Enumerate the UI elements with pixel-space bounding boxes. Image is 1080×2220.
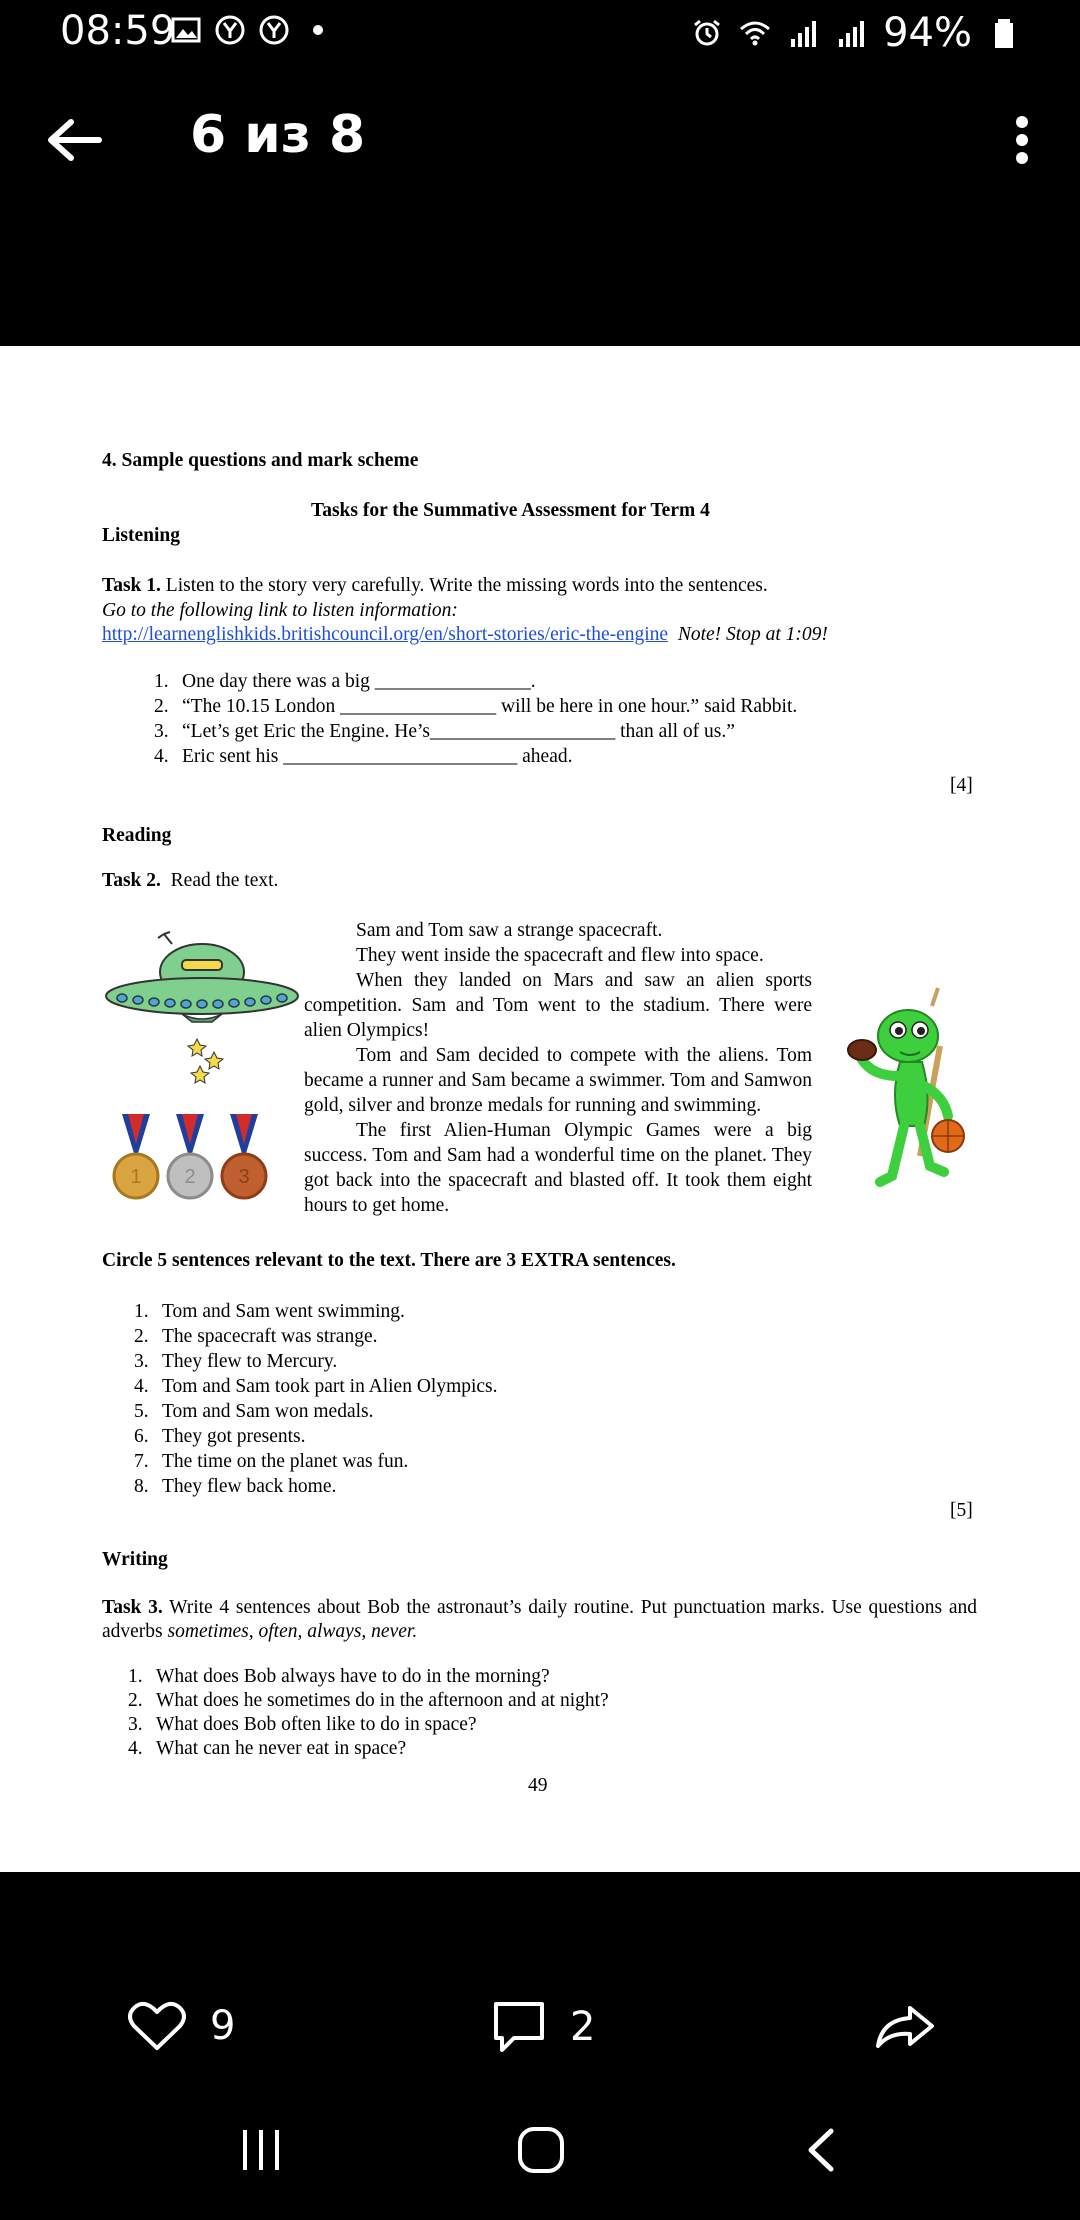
list-item-text: What can he never eat in space? (156, 1738, 407, 1759)
list-item-number: 2. (154, 696, 169, 717)
list-item-text: “The 10.15 London ________________ will be here in one hour.” said Rabbit. (182, 696, 798, 717)
list-item-number: 4. (128, 1738, 143, 1759)
comment-icon (492, 2000, 546, 2054)
list-item (134, 1349, 498, 1374)
svg-text:3: 3 (238, 1166, 250, 1188)
list-item (154, 669, 797, 694)
list-item (154, 694, 797, 719)
list-item-text: The spacecraft was strange. (162, 1326, 378, 1347)
list-item (134, 1474, 498, 1499)
status-right-icons (691, 10, 1020, 56)
home-button[interactable] (506, 2120, 576, 2180)
comment-button[interactable] (492, 2000, 595, 2054)
wifi-icon (739, 17, 771, 49)
task2-text: Read the text. (170, 870, 279, 891)
list-item-text: Eric sent his ________________________ ahead. (182, 746, 573, 767)
status-left-icons (170, 14, 334, 46)
list-item (134, 1324, 498, 1349)
task3-text: Write 4 sentences about Bob the astronaut’s daily routine. Put punctuation marks. Use questions and adverbs (102, 1597, 977, 1642)
battery-icon (988, 17, 1020, 49)
task2-paragraph: The first Alien-Human Olympic Games were a big success. Tom and Sam had a wonderful time on the planet. They got back into the spacecraft and blasted off. It took them eight hours to get home. (304, 1120, 812, 1216)
list-item-text: “Let’s get Eric the Engine. He’s___________________ than all of us.” (182, 721, 735, 742)
task1-text: Listen to the story very carefully. Write the missing words into the sentences. (160, 575, 768, 596)
task3-list (128, 1665, 609, 1761)
task2-paragraph: They went inside the spacecraft and flew into space. (356, 945, 764, 966)
svg-text:1: 1 (130, 1166, 142, 1188)
task1-list (154, 669, 797, 769)
task1-instruction (102, 574, 982, 598)
list-item (128, 1713, 609, 1737)
list-item-number: 5. (134, 1401, 149, 1422)
task2-label: Task 2. (102, 870, 161, 891)
list-item (134, 1299, 498, 1324)
task2-paragraph: Tom and Sam decided to compete with the aliens. Tom became a runner and Sam became a swimmer. Tom and Samwon gold, silver and bronze medals for running and swimming. (304, 1045, 812, 1116)
list-item-number: 3. (154, 721, 169, 742)
section-title: 4. Sample questions and mark scheme (102, 450, 419, 471)
like-count: 9 (210, 2003, 236, 2049)
list-item-text: What does Bob always have to do in the morning? (156, 1666, 550, 1687)
alien-illustration (840, 986, 980, 1206)
writing-heading: Writing (102, 1549, 168, 1570)
list-item-number: 1. (128, 1666, 143, 1687)
signal-icon (835, 17, 867, 49)
task3-italic: sometimes, often, always, never. (167, 1621, 418, 1642)
bottom-actions (0, 2000, 1080, 2070)
comment-count: 2 (570, 2004, 596, 2050)
arrow-left-icon (47, 118, 103, 162)
task1-link[interactable]: http://learnenglishkids.britishcouncil.org/en/short-stories/eric-the-engine (102, 624, 669, 645)
task1-note: Note! Stop at 1:09! (677, 624, 828, 645)
task1-label: Task 1. (102, 575, 161, 596)
page-number: 49 (528, 1775, 548, 1796)
list-item-number: 2. (128, 1690, 143, 1711)
list-item-number: 6. (134, 1426, 149, 1447)
recent-apps-icon (239, 2128, 283, 2172)
heart-icon (128, 2000, 186, 2052)
back-button[interactable] (40, 110, 110, 170)
medals-illustration (112, 1110, 282, 1220)
home-icon (516, 2125, 566, 2175)
system-back-button[interactable] (786, 2120, 856, 2180)
more-options-button[interactable] (1004, 108, 1040, 172)
list-item (134, 1449, 498, 1474)
image-icon (170, 14, 202, 46)
more-vertical-icon (1015, 115, 1029, 165)
list-item-text: What does he sometimes do in the afternoon and at night? (156, 1690, 609, 1711)
y-circle-icon (258, 14, 290, 46)
task3-instruction (102, 1596, 977, 1644)
list-item-text: They got presents. (162, 1426, 306, 1447)
svg-text:2: 2 (184, 1166, 196, 1188)
signal-icon (787, 17, 819, 49)
list-item (128, 1737, 609, 1761)
ufo-illustration (102, 924, 302, 1084)
status-bar (0, 0, 1080, 70)
list-item (134, 1424, 498, 1449)
list-item (134, 1399, 498, 1424)
list-item-text: One day there was a big ________________. (182, 671, 536, 692)
list-item-number: 1. (154, 671, 169, 692)
task2-reading-text (304, 918, 812, 1218)
task2-paragraph: When they landed on Mars and saw an alien sports competition. Sam and Tom went to the stadium. There were alien Olympics! (304, 970, 812, 1041)
main-title: Tasks for the Summative Assessment for Term 4 (311, 500, 710, 521)
list-item-text: Tom and Sam went swimming. (162, 1301, 405, 1322)
list-item-text: The time on the planet was fun. (162, 1451, 409, 1472)
list-item (154, 744, 797, 769)
dot-icon (302, 14, 334, 46)
circle-instruction: Circle 5 sentences relevant to the text. There are 3 EXTRA sentences. (102, 1250, 676, 1271)
list-item-text: Tom and Sam won medals. (162, 1401, 374, 1422)
task1-italic: Go to the following link to listen information: (102, 600, 458, 621)
list-item-number: 7. (134, 1451, 149, 1472)
task1-link-line (102, 623, 828, 647)
list-item-number: 3. (134, 1351, 149, 1372)
list-item-text: They flew to Mercury. (162, 1351, 338, 1372)
app-bar (0, 70, 1080, 210)
page-counter-title: 6 из 8 (190, 105, 366, 165)
task2-score: [5] (950, 1500, 973, 1521)
alarm-icon (691, 17, 723, 49)
share-icon (874, 2004, 936, 2050)
listening-heading: Listening (102, 525, 181, 546)
recent-apps-button[interactable] (226, 2120, 296, 2180)
list-item-number: 8. (134, 1476, 149, 1497)
list-item-number: 3. (128, 1714, 143, 1735)
list-item-number: 4. (134, 1376, 149, 1397)
list-item-text: They flew back home. (162, 1476, 337, 1497)
list-item (154, 719, 797, 744)
list-item (128, 1665, 609, 1689)
task1-score: [4] (950, 775, 973, 796)
like-button[interactable] (128, 2000, 235, 2052)
system-nav-bar (0, 2120, 1080, 2190)
status-time: 08:59 (60, 8, 176, 54)
battery-percent: 94% (883, 10, 972, 56)
task2-paragraph: Sam and Tom saw a strange spacecraft. (356, 920, 663, 941)
y-circle-icon (214, 14, 246, 46)
task2-list (134, 1299, 498, 1499)
list-item-number: 2. (134, 1326, 149, 1347)
list-item (134, 1374, 498, 1399)
list-item-number: 1. (134, 1301, 149, 1322)
list-item-number: 4. (154, 746, 169, 767)
reading-heading: Reading (102, 825, 172, 846)
document-page[interactable] (0, 346, 1080, 1872)
task2-instruction (102, 869, 278, 893)
share-button[interactable] (874, 2004, 936, 2050)
chevron-left-icon (801, 2127, 841, 2173)
list-item-text: Tom and Sam took part in Alien Olympics. (162, 1376, 498, 1397)
list-item-text: What does Bob often like to do in space? (156, 1714, 477, 1735)
list-item (128, 1689, 609, 1713)
task3-label: Task 3. (102, 1597, 163, 1618)
